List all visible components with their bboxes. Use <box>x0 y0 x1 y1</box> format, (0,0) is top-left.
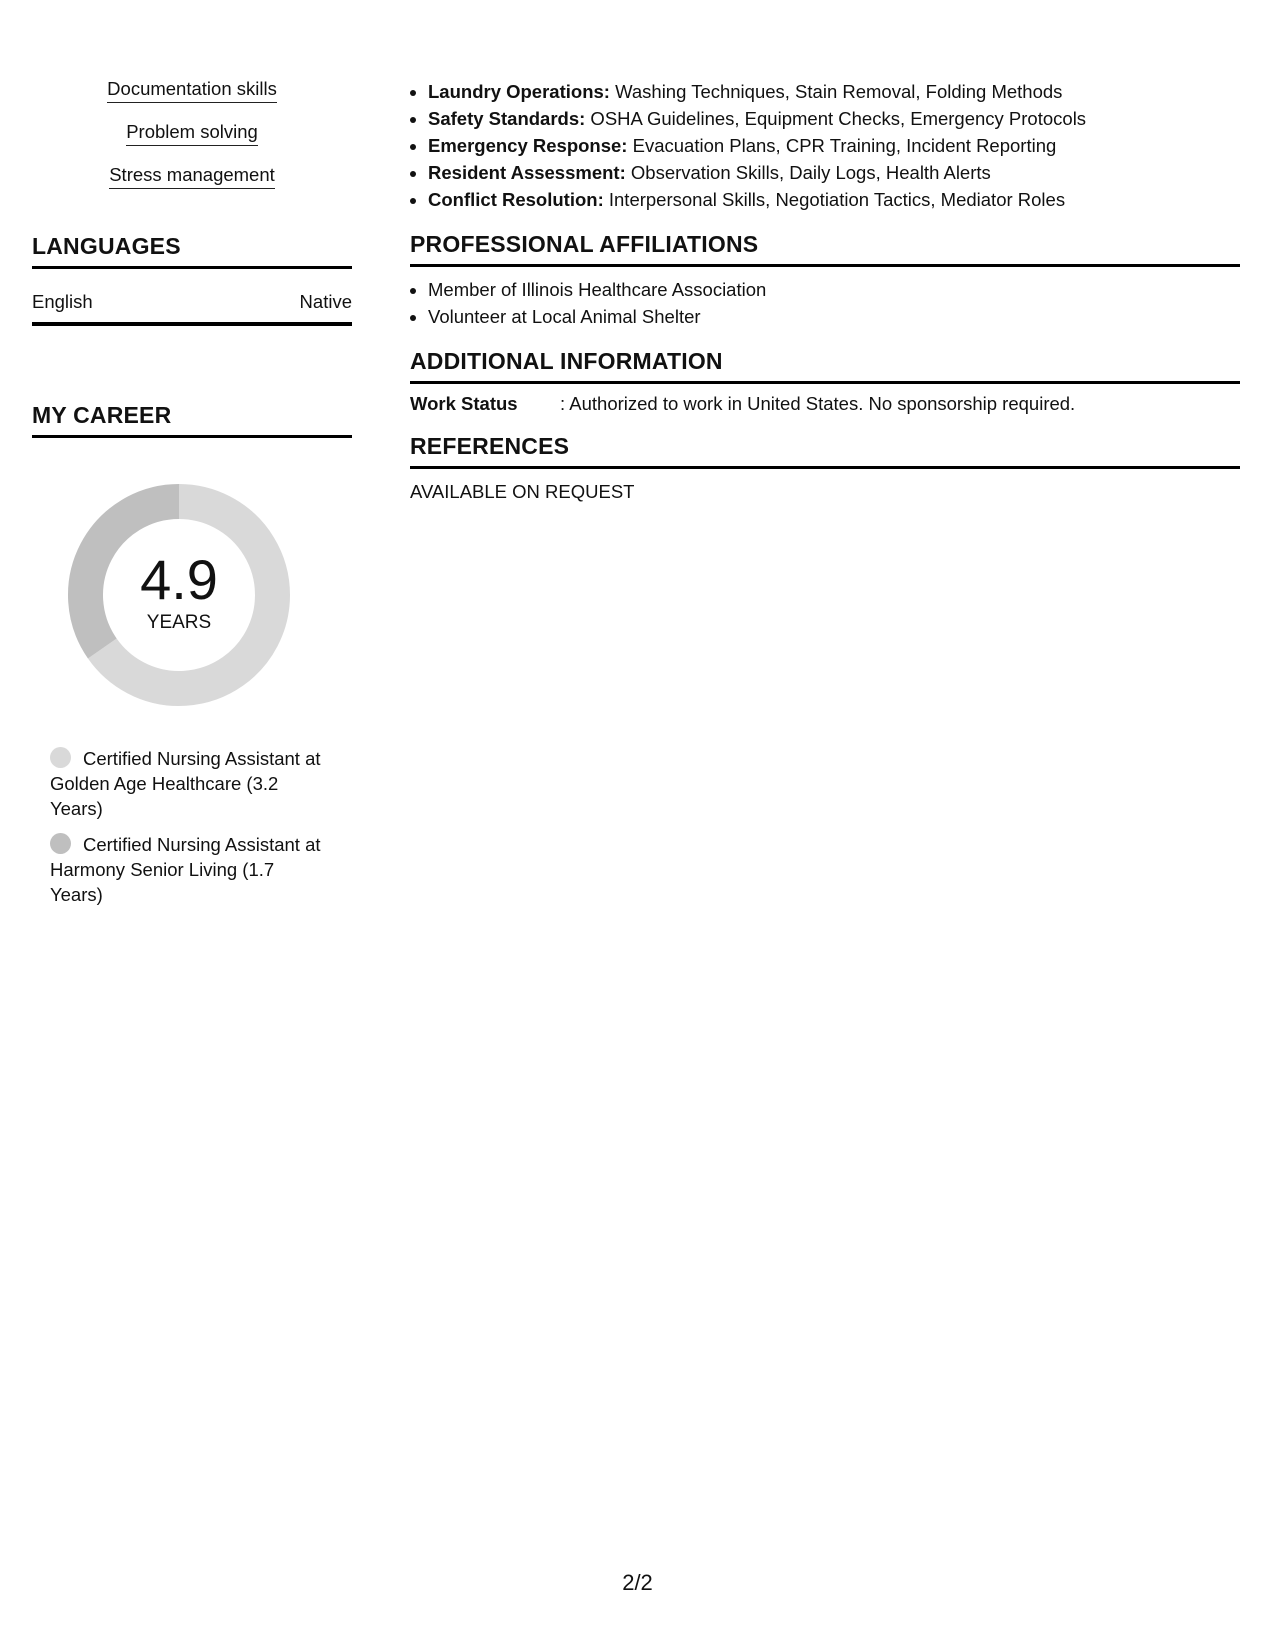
skill-label: Documentation skills <box>107 78 277 103</box>
competencies-list <box>410 78 1240 213</box>
career-total-unit: YEARS <box>146 612 212 633</box>
competency-text: Observation Skills, Daily Logs, Health Alerts <box>625 162 991 183</box>
skill-item <box>32 78 352 103</box>
affiliations-title: PROFESSIONAL AFFILIATIONS <box>410 231 1240 267</box>
competency-label: Laundry Operations: <box>428 81 610 102</box>
competency-text: Interpersonal Skills, Negotiation Tactics, Mediator Roles <box>603 189 1066 210</box>
career-legend-item <box>50 832 325 907</box>
donut-center <box>66 482 292 708</box>
competency-item <box>428 159 1240 186</box>
work-status-label: Work Status <box>410 393 518 414</box>
competency-label: Conflict Resolution: <box>428 189 604 210</box>
additional-info-title: ADDITIONAL INFORMATION <box>410 348 1240 384</box>
skill-item <box>32 121 352 146</box>
affiliations-section <box>410 231 1240 330</box>
career-donut-chart <box>66 482 292 708</box>
competency-item <box>428 132 1240 159</box>
skill-item <box>32 164 352 189</box>
work-status-row <box>410 393 1240 415</box>
language-name: English <box>32 291 93 312</box>
skill-label: Stress management <box>109 164 275 189</box>
career-total-years: 4.9 <box>140 548 218 611</box>
legend-dot-icon <box>50 747 71 768</box>
languages-title: LANGUAGES <box>32 233 352 269</box>
affiliation-item: • Member of Illinois Healthcare Association <box>428 276 1240 303</box>
career-legend <box>50 746 325 907</box>
competency-label: Safety Standards: <box>428 108 586 129</box>
competency-item <box>428 186 1240 213</box>
competency-item <box>428 78 1240 105</box>
competency-label: Resident Assessment: <box>428 162 626 183</box>
career-legend-text: Certified Nursing Assistant at Harmony Senior Living (1.7 Years) <box>50 834 321 905</box>
references-title: REFERENCES <box>410 433 1240 469</box>
additional-info-section <box>410 348 1240 415</box>
language-row <box>32 269 352 326</box>
career-legend-item <box>50 746 325 821</box>
competency-label: Emergency Response: <box>428 135 628 156</box>
main-content <box>410 78 1240 503</box>
page-number: 2/2 <box>622 1570 653 1595</box>
affiliations-list <box>410 276 1240 330</box>
references-section <box>410 433 1240 503</box>
skill-label: Problem solving <box>126 121 258 146</box>
career-title: MY CAREER <box>32 402 352 438</box>
language-level: Native <box>299 291 352 312</box>
career-section <box>32 402 352 907</box>
skills-list <box>32 78 352 189</box>
affiliation-item: • Volunteer at Local Animal Shelter <box>428 303 1240 330</box>
references-text: AVAILABLE ON REQUEST <box>410 481 635 502</box>
career-legend-text: Certified Nursing Assistant at Golden Age Healthcare (3.2 Years) <box>50 748 321 819</box>
competency-text: OSHA Guidelines, Equipment Checks, Emergency Protocols <box>585 108 1087 129</box>
competency-item <box>428 105 1240 132</box>
competency-text: Washing Techniques, Stain Removal, Folding Methods <box>609 81 1063 102</box>
legend-dot-icon <box>50 833 71 854</box>
competency-text: Evacuation Plans, CPR Training, Incident Reporting <box>627 135 1057 156</box>
languages-section <box>32 233 352 326</box>
work-status-value: : Authorized to work in United States. No sponsorship required. <box>560 393 1076 414</box>
sidebar <box>32 78 352 918</box>
